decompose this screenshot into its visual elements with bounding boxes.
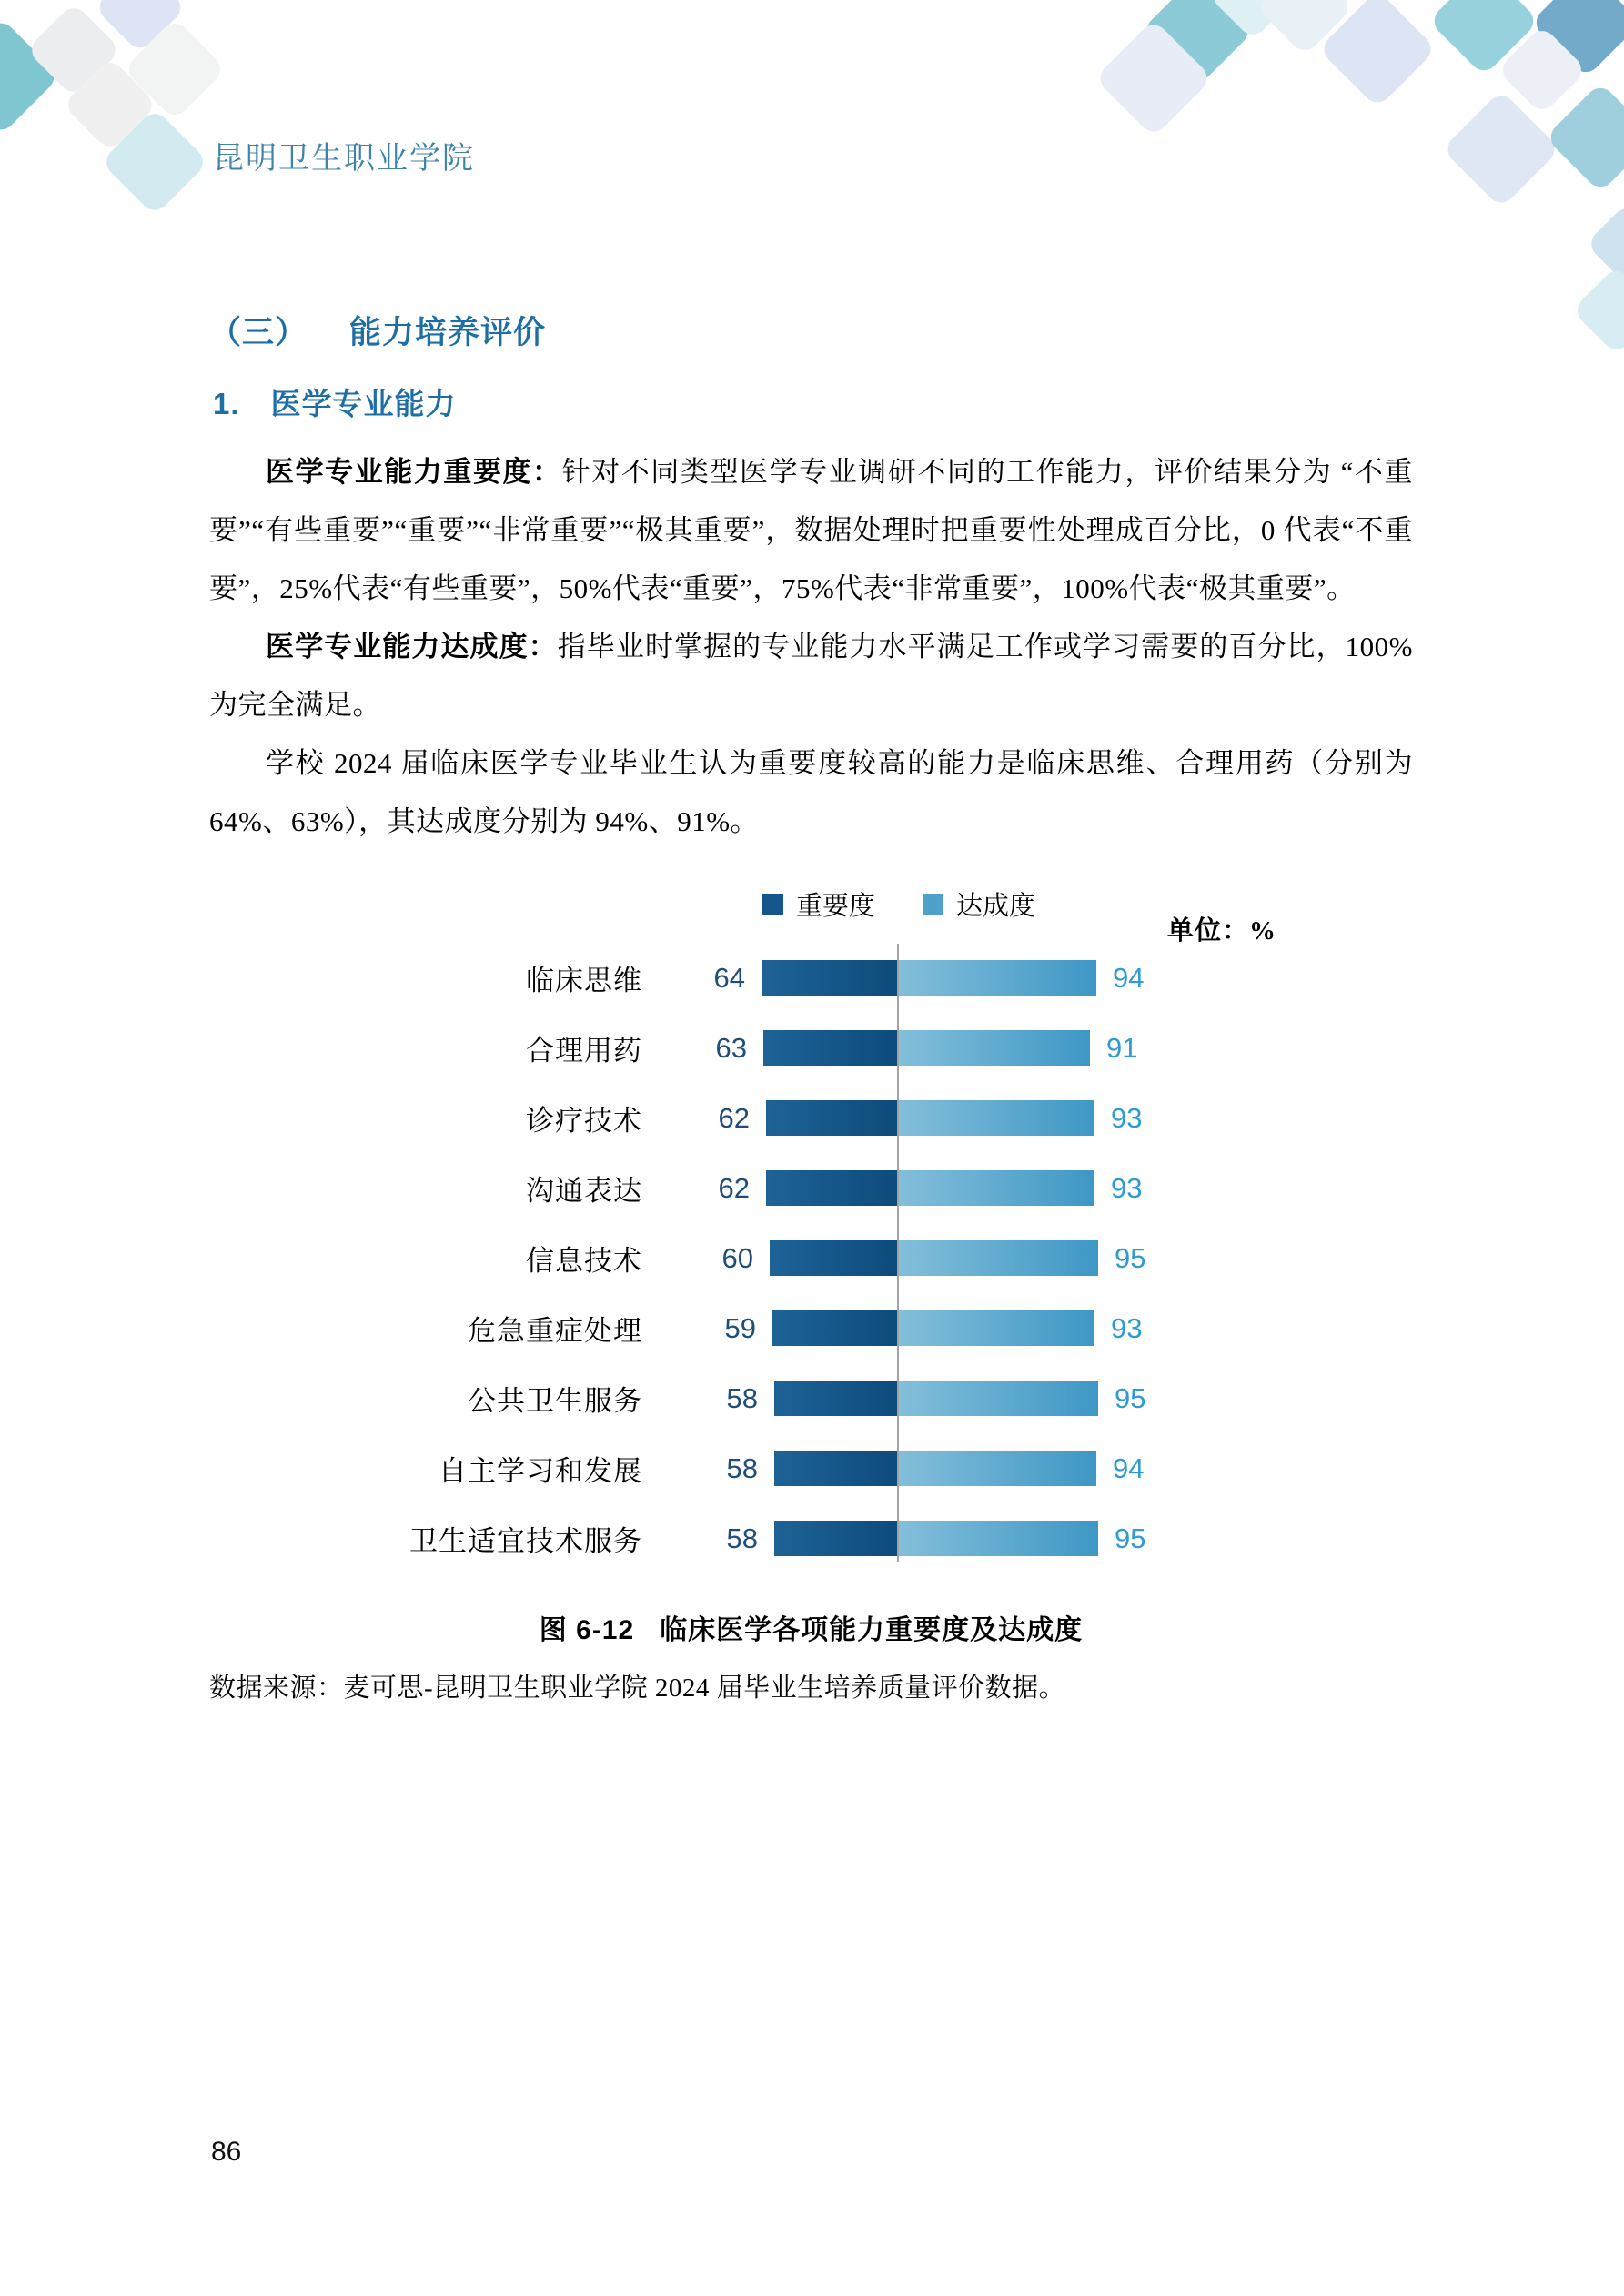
chart-category-label: 自主学习和发展 [439,1455,642,1487]
chart-row [209,1030,1413,1066]
importance-bar [766,1170,897,1206]
figure-title: 临床医学各项能力重要度及达成度 [660,1615,1084,1645]
chart-category-label: 信息技术 [526,1245,642,1277]
achievement-value-label: 95 [1115,1522,1146,1554]
achievement-bar [897,1521,1098,1556]
importance-value-label: 62 [718,1171,750,1204]
data-source-line: 数据来源：麦可思-昆明卫生职业学院 2024 届毕业生培养质量评价数据。 [209,1674,1066,1703]
figure-label: 图 6-12 [539,1615,635,1645]
page-header-title: 昆明卫生职业学院 [213,142,475,176]
paragraph-results-summary [209,734,1413,851]
chart-row [209,1170,1413,1206]
achievement-value-label: 91 [1106,1031,1138,1064]
legend-item-importance [762,885,875,923]
legend-importance-label: 重要度 [796,892,876,921]
body-text [209,443,1413,851]
achievement-value-label: 93 [1111,1311,1143,1344]
achievement-zone [897,1381,1413,1416]
achievement-zone [897,1451,1413,1486]
achievement-swatch-icon [923,894,943,915]
achievement-bar [897,1240,1098,1276]
legend-achievement-label: 达成度 [956,892,1036,921]
achievement-bar [897,960,1096,996]
achievement-zone [897,1521,1413,1556]
paragraph-lead: 医学专业能力达成度： [266,631,558,663]
importance-bar [774,1451,897,1486]
importance-value-label: 59 [724,1311,756,1344]
achievement-bar [897,1170,1094,1206]
achievement-zone [897,1310,1413,1346]
achievement-bar [897,1451,1096,1486]
achievement-value-label: 94 [1113,1451,1145,1484]
achievement-zone [897,1170,1413,1206]
chart-row [209,1310,1413,1346]
achievement-zone [897,1030,1413,1066]
chart-legend [762,885,1035,923]
achievement-value-label: 94 [1113,961,1145,994]
chart-row [209,1100,1413,1136]
achievement-value-label: 95 [1115,1241,1146,1274]
importance-value-label: 62 [718,1101,750,1134]
chart-row [209,960,1413,996]
achievement-bar [897,1381,1098,1416]
achievement-bar [897,1310,1094,1346]
subsection-heading [213,380,1413,423]
section-heading [209,308,1413,353]
importance-value-label: 63 [715,1031,747,1064]
importance-value-label: 58 [726,1522,758,1554]
importance-zone [642,1310,897,1346]
importance-bar [762,960,897,996]
page-number: 86 [211,2137,242,2167]
importance-zone [642,960,897,996]
content-column [209,308,1413,1704]
chart-category-label: 沟通表达 [526,1175,642,1207]
chart-row [209,1381,1413,1416]
achievement-zone [897,960,1413,996]
chart-figure [209,882,1413,1556]
importance-zone [642,1170,897,1206]
chart-rows [209,960,1413,1556]
importance-bar [772,1310,897,1346]
importance-value-label: 64 [713,961,745,994]
paragraph-importance-definition [209,443,1413,618]
achievement-zone [897,1100,1413,1136]
chart-category-label: 公共卫生服务 [468,1385,642,1417]
importance-zone [642,1240,897,1276]
achievement-zone [897,1240,1413,1276]
legend-item-achievement [923,885,1035,923]
importance-bar [774,1521,897,1556]
section-number: （三） [209,315,308,350]
achievement-bar [897,1030,1090,1066]
chart-category-label: 诊疗技术 [526,1105,642,1137]
importance-bar [774,1381,897,1416]
paragraph-achievement-definition [209,618,1413,734]
paragraph-text: 指毕业时掌握的专业能力水平满足工作或学习需要的百分比，100%为完全满足。 [209,631,1414,721]
importance-zone [642,1381,897,1416]
achievement-value-label: 93 [1111,1171,1143,1204]
chart-row [209,1451,1413,1486]
achievement-value-label: 95 [1115,1381,1146,1414]
importance-bar [763,1030,897,1066]
paragraph-lead: 医学专业能力重要度： [266,456,562,488]
importance-zone [642,1521,897,1556]
importance-value-label: 58 [726,1451,758,1484]
chart-row [209,1521,1413,1556]
chart-category-label: 临床思维 [526,965,642,996]
achievement-value-label: 93 [1111,1101,1143,1134]
subsection-number: 1. [213,387,240,420]
chart-row [209,1240,1413,1276]
subsection-title: 医学专业能力 [270,387,457,420]
importance-bar [766,1100,897,1136]
chart-header [209,882,1413,947]
importance-swatch-icon [762,894,783,915]
figure-caption [209,1607,1413,1647]
section-title: 能力培养评价 [349,315,547,350]
achievement-bar [897,1100,1094,1136]
importance-zone [642,1451,897,1486]
importance-zone [642,1030,897,1066]
paragraph-text: 学校 2024 届临床医学专业毕业生认为重要度较高的能力是临床思维、合理用药（分别为 64%、63%），其达成度分别为 94%、91%。 [209,747,1413,837]
importance-zone [642,1100,897,1136]
importance-value-label: 60 [721,1241,753,1274]
paragraph-text: 针对不同类型医学专业调研不同的工作能力，评价结果分为 “不重要”“有些重要”“重要”“非常重要”“极其重要”，数据处理时把重要性处理成百分比，0 代表“不重要”，25%代表“有些重要”，50%代表“重要”，75%代表“非常重要”，100%代表“极其重要”。 [209,456,1413,604]
importance-bar [770,1240,897,1276]
chart-category-label: 合理用药 [526,1035,642,1067]
chart-unit-label: 单位：% [1166,916,1276,946]
importance-value-label: 58 [726,1381,758,1414]
chart-category-label: 卫生适宜技术服务 [409,1525,642,1557]
chart-category-label: 危急重症处理 [468,1315,642,1347]
